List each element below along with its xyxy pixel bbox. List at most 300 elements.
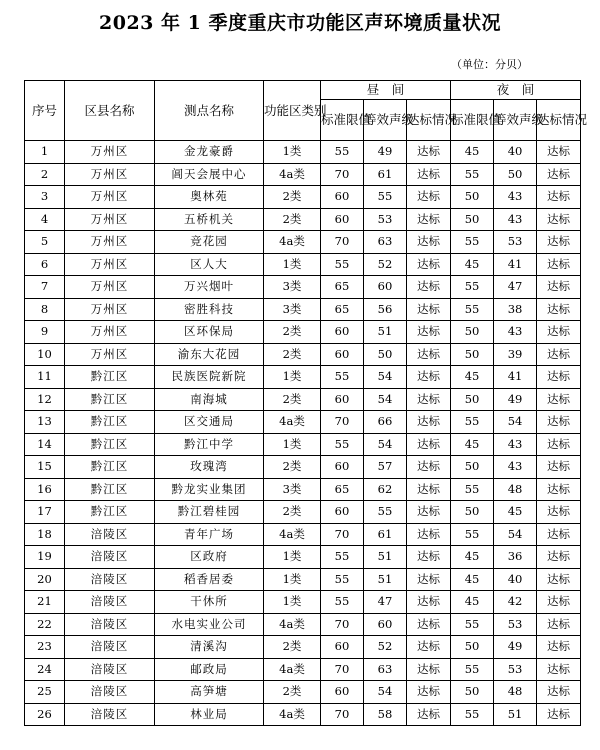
header-district: 区县名称 <box>65 81 155 141</box>
cell-day-level: 61 <box>364 523 407 546</box>
cell-district: 涪陵区 <box>65 658 155 681</box>
cell-day-status: 达标 <box>407 411 451 434</box>
cell-day-limit: 70 <box>321 411 364 434</box>
cell-district: 万州区 <box>65 276 155 299</box>
cell-night-status: 达标 <box>537 703 581 726</box>
table-row <box>25 658 581 681</box>
table-row <box>25 591 581 614</box>
cell-night-limit: 50 <box>451 186 494 209</box>
cell-zone-type: 1类 <box>264 433 321 456</box>
cell-night-limit: 50 <box>451 456 494 479</box>
cell-day-limit: 55 <box>321 433 364 456</box>
unit-note: （单位：分贝） <box>451 58 528 71</box>
cell-district: 涪陵区 <box>65 703 155 726</box>
cell-day-status: 达标 <box>407 568 451 591</box>
cell-site: 清溪沟 <box>155 636 264 659</box>
cell-night-limit: 45 <box>451 366 494 389</box>
cell-night-limit: 50 <box>451 501 494 524</box>
cell-day-status: 达标 <box>407 141 451 164</box>
cell-night-status: 达标 <box>537 523 581 546</box>
cell-night-level: 50 <box>494 163 537 186</box>
cell-day-level: 57 <box>364 456 407 479</box>
cell-night-level: 41 <box>494 366 537 389</box>
cell-zone-type: 2类 <box>264 321 321 344</box>
cell-night-level: 40 <box>494 568 537 591</box>
cell-night-status: 达标 <box>537 501 581 524</box>
cell-no: 9 <box>25 321 65 344</box>
cell-day-limit: 65 <box>321 298 364 321</box>
cell-district: 黔江区 <box>65 411 155 434</box>
cell-zone-type: 2类 <box>264 681 321 704</box>
cell-day-level: 50 <box>364 343 407 366</box>
cell-no: 23 <box>25 636 65 659</box>
cell-night-level: 49 <box>494 636 537 659</box>
cell-night-status: 达标 <box>537 298 581 321</box>
cell-site: 阊天会展中心 <box>155 163 264 186</box>
header-night-limit: 标准限值 <box>451 100 494 141</box>
cell-site: 区人大 <box>155 253 264 276</box>
cell-site: 密胜科技 <box>155 298 264 321</box>
cell-site: 高笋塘 <box>155 681 264 704</box>
cell-day-status: 达标 <box>407 163 451 186</box>
cell-day-status: 达标 <box>407 546 451 569</box>
cell-zone-type: 1类 <box>264 568 321 591</box>
cell-night-status: 达标 <box>537 411 581 434</box>
cell-day-limit: 60 <box>321 456 364 479</box>
cell-day-level: 62 <box>364 478 407 501</box>
cell-day-limit: 55 <box>321 253 364 276</box>
cell-day-limit: 70 <box>321 613 364 636</box>
header-day-group: 昼 间 <box>321 81 451 100</box>
cell-zone-type: 3类 <box>264 478 321 501</box>
cell-day-level: 61 <box>364 163 407 186</box>
header-day-limit: 标准限值 <box>321 100 364 141</box>
table-row <box>25 568 581 591</box>
table-row <box>25 456 581 479</box>
cell-day-status: 达标 <box>407 388 451 411</box>
table-row <box>25 163 581 186</box>
cell-night-level: 41 <box>494 253 537 276</box>
cell-night-level: 42 <box>494 591 537 614</box>
cell-night-status: 达标 <box>537 568 581 591</box>
cell-district: 万州区 <box>65 163 155 186</box>
cell-night-status: 达标 <box>537 208 581 231</box>
cell-no: 4 <box>25 208 65 231</box>
table-row <box>25 478 581 501</box>
cell-day-limit: 55 <box>321 141 364 164</box>
cell-night-status: 达标 <box>537 658 581 681</box>
cell-zone-type: 2类 <box>264 501 321 524</box>
cell-no: 18 <box>25 523 65 546</box>
cell-day-status: 达标 <box>407 456 451 479</box>
cell-night-status: 达标 <box>537 433 581 456</box>
table-row <box>25 253 581 276</box>
cell-night-limit: 50 <box>451 208 494 231</box>
cell-site: 竞花园 <box>155 231 264 254</box>
cell-night-level: 38 <box>494 298 537 321</box>
cell-no: 6 <box>25 253 65 276</box>
cell-night-level: 48 <box>494 478 537 501</box>
cell-no: 17 <box>25 501 65 524</box>
cell-night-status: 达标 <box>537 388 581 411</box>
cell-night-status: 达标 <box>537 546 581 569</box>
table-row <box>25 141 581 164</box>
cell-zone-type: 1类 <box>264 141 321 164</box>
cell-night-limit: 45 <box>451 253 494 276</box>
table-body <box>25 141 581 726</box>
cell-no: 20 <box>25 568 65 591</box>
cell-night-limit: 50 <box>451 636 494 659</box>
cell-site: 干休所 <box>155 591 264 614</box>
cell-site: 邮政局 <box>155 658 264 681</box>
cell-day-level: 53 <box>364 208 407 231</box>
cell-zone-type: 2类 <box>264 636 321 659</box>
cell-night-limit: 55 <box>451 523 494 546</box>
cell-night-level: 53 <box>494 658 537 681</box>
cell-night-limit: 45 <box>451 568 494 591</box>
cell-district: 涪陵区 <box>65 523 155 546</box>
cell-no: 15 <box>25 456 65 479</box>
cell-day-level: 55 <box>364 501 407 524</box>
cell-day-level: 54 <box>364 366 407 389</box>
cell-night-level: 48 <box>494 681 537 704</box>
cell-day-level: 52 <box>364 253 407 276</box>
cell-day-limit: 60 <box>321 681 364 704</box>
cell-no: 22 <box>25 613 65 636</box>
table-row <box>25 703 581 726</box>
cell-night-limit: 50 <box>451 681 494 704</box>
cell-day-level: 63 <box>364 231 407 254</box>
cell-no: 24 <box>25 658 65 681</box>
cell-district: 黔江区 <box>65 433 155 456</box>
cell-site: 区交通局 <box>155 411 264 434</box>
cell-day-limit: 60 <box>321 388 364 411</box>
cell-district: 黔江区 <box>65 366 155 389</box>
cell-zone-type: 1类 <box>264 546 321 569</box>
cell-night-status: 达标 <box>537 366 581 389</box>
cell-zone-type: 4a类 <box>264 163 321 186</box>
cell-night-limit: 55 <box>451 231 494 254</box>
cell-day-status: 达标 <box>407 681 451 704</box>
cell-zone-type: 1类 <box>264 366 321 389</box>
cell-site: 万兴烟叶 <box>155 276 264 299</box>
cell-night-limit: 55 <box>451 703 494 726</box>
cell-night-status: 达标 <box>537 141 581 164</box>
table-row <box>25 276 581 299</box>
cell-no: 5 <box>25 231 65 254</box>
cell-site: 黔龙实业集团 <box>155 478 264 501</box>
cell-night-status: 达标 <box>537 321 581 344</box>
table-row <box>25 208 581 231</box>
cell-night-level: 36 <box>494 546 537 569</box>
cell-day-limit: 70 <box>321 703 364 726</box>
cell-no: 16 <box>25 478 65 501</box>
cell-day-status: 达标 <box>407 478 451 501</box>
table-row <box>25 366 581 389</box>
cell-day-limit: 70 <box>321 231 364 254</box>
cell-district: 涪陵区 <box>65 568 155 591</box>
table-row <box>25 613 581 636</box>
cell-night-status: 达标 <box>537 478 581 501</box>
cell-no: 8 <box>25 298 65 321</box>
cell-night-level: 45 <box>494 501 537 524</box>
cell-no: 1 <box>25 141 65 164</box>
cell-day-level: 51 <box>364 546 407 569</box>
cell-zone-type: 4a类 <box>264 523 321 546</box>
cell-zone-type: 2类 <box>264 186 321 209</box>
cell-night-limit: 45 <box>451 591 494 614</box>
cell-night-limit: 45 <box>451 546 494 569</box>
table-row <box>25 501 581 524</box>
cell-district: 黔江区 <box>65 388 155 411</box>
cell-district: 万州区 <box>65 186 155 209</box>
cell-district: 万州区 <box>65 141 155 164</box>
table-row <box>25 321 581 344</box>
cell-day-level: 54 <box>364 681 407 704</box>
table-row <box>25 523 581 546</box>
cell-no: 10 <box>25 343 65 366</box>
cell-day-status: 达标 <box>407 208 451 231</box>
cell-district: 涪陵区 <box>65 591 155 614</box>
cell-zone-type: 3类 <box>264 276 321 299</box>
cell-day-level: 54 <box>364 388 407 411</box>
cell-zone-type: 4a类 <box>264 658 321 681</box>
cell-district: 黔江区 <box>65 478 155 501</box>
cell-day-level: 49 <box>364 141 407 164</box>
cell-night-limit: 55 <box>451 658 494 681</box>
cell-night-status: 达标 <box>537 163 581 186</box>
cell-night-level: 43 <box>494 456 537 479</box>
cell-night-level: 54 <box>494 411 537 434</box>
cell-night-level: 39 <box>494 343 537 366</box>
cell-district: 涪陵区 <box>65 681 155 704</box>
cell-day-level: 56 <box>364 298 407 321</box>
header-night-status: 达标情况 <box>537 100 581 141</box>
cell-night-status: 达标 <box>537 681 581 704</box>
cell-district: 万州区 <box>65 321 155 344</box>
cell-day-level: 55 <box>364 186 407 209</box>
cell-night-level: 43 <box>494 433 537 456</box>
cell-night-limit: 50 <box>451 343 494 366</box>
cell-night-level: 53 <box>494 231 537 254</box>
cell-no: 13 <box>25 411 65 434</box>
header-day-level: 等效声级 <box>364 100 407 141</box>
cell-day-limit: 70 <box>321 163 364 186</box>
cell-day-limit: 60 <box>321 208 364 231</box>
table-row <box>25 433 581 456</box>
table-row <box>25 411 581 434</box>
cell-site: 区政府 <box>155 546 264 569</box>
cell-night-status: 达标 <box>537 186 581 209</box>
cell-day-status: 达标 <box>407 186 451 209</box>
cell-day-level: 60 <box>364 276 407 299</box>
cell-no: 21 <box>25 591 65 614</box>
cell-day-status: 达标 <box>407 591 451 614</box>
header-day-status: 达标情况 <box>407 100 451 141</box>
cell-day-status: 达标 <box>407 276 451 299</box>
cell-site: 林业局 <box>155 703 264 726</box>
header-no: 序号 <box>25 81 65 141</box>
cell-site: 水电实业公司 <box>155 613 264 636</box>
cell-night-level: 51 <box>494 703 537 726</box>
cell-no: 19 <box>25 546 65 569</box>
cell-district: 黔江区 <box>65 501 155 524</box>
cell-site: 青年广场 <box>155 523 264 546</box>
cell-district: 黔江区 <box>65 456 155 479</box>
cell-no: 26 <box>25 703 65 726</box>
table-row <box>25 231 581 254</box>
cell-night-level: 43 <box>494 208 537 231</box>
cell-district: 万州区 <box>65 231 155 254</box>
header-night-group: 夜 间 <box>451 81 581 100</box>
cell-day-limit: 60 <box>321 186 364 209</box>
cell-night-limit: 45 <box>451 141 494 164</box>
cell-night-level: 54 <box>494 523 537 546</box>
cell-day-limit: 55 <box>321 591 364 614</box>
cell-site: 黔江中学 <box>155 433 264 456</box>
cell-day-limit: 55 <box>321 546 364 569</box>
cell-zone-type: 2类 <box>264 208 321 231</box>
cell-night-level: 49 <box>494 388 537 411</box>
cell-night-status: 达标 <box>537 591 581 614</box>
cell-night-level: 53 <box>494 613 537 636</box>
cell-day-level: 51 <box>364 321 407 344</box>
cell-day-level: 58 <box>364 703 407 726</box>
cell-night-status: 达标 <box>537 276 581 299</box>
cell-day-status: 达标 <box>407 253 451 276</box>
cell-no: 2 <box>25 163 65 186</box>
cell-day-status: 达标 <box>407 501 451 524</box>
cell-day-limit: 60 <box>321 501 364 524</box>
cell-zone-type: 1类 <box>264 253 321 276</box>
cell-day-limit: 70 <box>321 523 364 546</box>
table-row <box>25 298 581 321</box>
cell-day-limit: 65 <box>321 276 364 299</box>
cell-zone-type: 3类 <box>264 298 321 321</box>
cell-no: 3 <box>25 186 65 209</box>
cell-day-level: 47 <box>364 591 407 614</box>
cell-day-level: 66 <box>364 411 407 434</box>
cell-night-limit: 55 <box>451 298 494 321</box>
cell-no: 25 <box>25 681 65 704</box>
cell-district: 涪陵区 <box>65 546 155 569</box>
header-site: 测点名称 <box>155 81 264 141</box>
cell-district: 万州区 <box>65 343 155 366</box>
cell-night-status: 达标 <box>537 456 581 479</box>
noise-quality-table <box>24 80 588 726</box>
cell-district: 万州区 <box>65 253 155 276</box>
cell-zone-type: 2类 <box>264 456 321 479</box>
cell-day-status: 达标 <box>407 703 451 726</box>
cell-night-limit: 50 <box>451 388 494 411</box>
cell-site: 稻香居委 <box>155 568 264 591</box>
cell-day-level: 60 <box>364 613 407 636</box>
cell-day-limit: 55 <box>321 568 364 591</box>
header-zone-type: 功能区类别 <box>264 81 321 141</box>
cell-day-limit: 70 <box>321 658 364 681</box>
cell-site: 五桥机关 <box>155 208 264 231</box>
cell-day-status: 达标 <box>407 343 451 366</box>
cell-day-status: 达标 <box>407 523 451 546</box>
cell-night-level: 43 <box>494 321 537 344</box>
cell-night-limit: 55 <box>451 411 494 434</box>
cell-night-limit: 50 <box>451 321 494 344</box>
cell-day-limit: 60 <box>321 343 364 366</box>
cell-night-level: 43 <box>494 186 537 209</box>
cell-day-status: 达标 <box>407 613 451 636</box>
cell-day-level: 54 <box>364 433 407 456</box>
cell-day-limit: 55 <box>321 366 364 389</box>
cell-night-level: 40 <box>494 141 537 164</box>
cell-site: 民族医院新院 <box>155 366 264 389</box>
table-row <box>25 388 581 411</box>
cell-day-status: 达标 <box>407 231 451 254</box>
cell-day-status: 达标 <box>407 636 451 659</box>
cell-zone-type: 4a类 <box>264 411 321 434</box>
table-row <box>25 681 581 704</box>
cell-site: 南海城 <box>155 388 264 411</box>
cell-night-limit: 45 <box>451 433 494 456</box>
header-night-level: 等效声级 <box>494 100 537 141</box>
cell-district: 涪陵区 <box>65 636 155 659</box>
cell-day-status: 达标 <box>407 321 451 344</box>
cell-day-limit: 65 <box>321 478 364 501</box>
cell-zone-type: 2类 <box>264 388 321 411</box>
cell-district: 万州区 <box>65 298 155 321</box>
table-row <box>25 546 581 569</box>
cell-zone-type: 4a类 <box>264 231 321 254</box>
cell-day-status: 达标 <box>407 366 451 389</box>
cell-site: 渝东大花园 <box>155 343 264 366</box>
table-row <box>25 636 581 659</box>
cell-night-status: 达标 <box>537 636 581 659</box>
cell-no: 7 <box>25 276 65 299</box>
cell-no: 14 <box>25 433 65 456</box>
cell-zone-type: 1类 <box>264 591 321 614</box>
cell-day-level: 51 <box>364 568 407 591</box>
cell-night-limit: 55 <box>451 478 494 501</box>
cell-night-level: 47 <box>494 276 537 299</box>
cell-site: 黔江碧桂园 <box>155 501 264 524</box>
cell-night-limit: 55 <box>451 613 494 636</box>
cell-day-status: 达标 <box>407 433 451 456</box>
cell-day-limit: 60 <box>321 321 364 344</box>
table-row <box>25 186 581 209</box>
cell-day-limit: 60 <box>321 636 364 659</box>
cell-day-status: 达标 <box>407 298 451 321</box>
table-row <box>25 343 581 366</box>
document-title: 2023 年 1 季度重庆市功能区声环境质量状况 <box>99 12 501 34</box>
cell-night-limit: 55 <box>451 276 494 299</box>
cell-night-status: 达标 <box>537 253 581 276</box>
cell-zone-type: 4a类 <box>264 613 321 636</box>
cell-day-status: 达标 <box>407 658 451 681</box>
cell-district: 涪陵区 <box>65 613 155 636</box>
cell-night-limit: 55 <box>451 163 494 186</box>
cell-site: 奥林苑 <box>155 186 264 209</box>
cell-day-level: 63 <box>364 658 407 681</box>
cell-site: 区环保局 <box>155 321 264 344</box>
cell-night-status: 达标 <box>537 343 581 366</box>
cell-no: 11 <box>25 366 65 389</box>
cell-district: 万州区 <box>65 208 155 231</box>
cell-site: 金龙豪爵 <box>155 141 264 164</box>
cell-site: 玫瑰湾 <box>155 456 264 479</box>
cell-night-status: 达标 <box>537 231 581 254</box>
cell-night-status: 达标 <box>537 613 581 636</box>
cell-zone-type: 4a类 <box>264 703 321 726</box>
cell-no: 12 <box>25 388 65 411</box>
